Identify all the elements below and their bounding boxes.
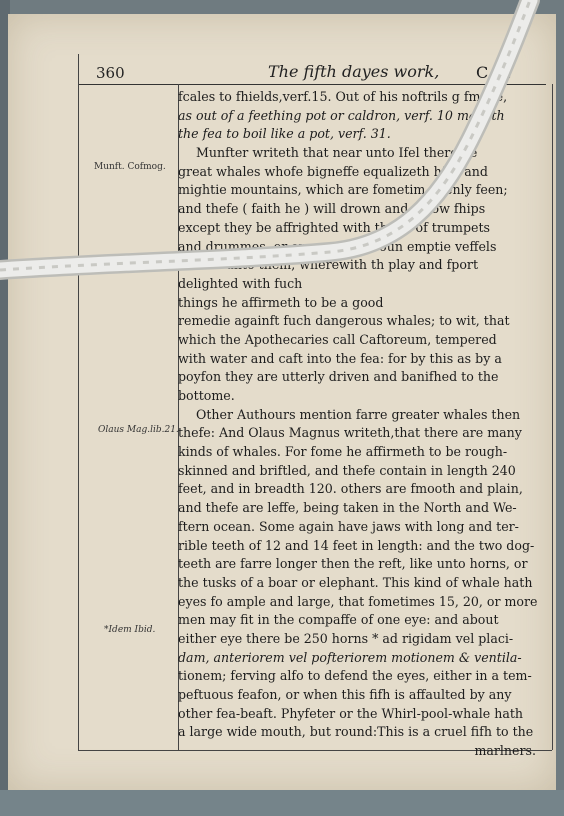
text-line: bottome. bbox=[178, 388, 235, 403]
page-number: 360 bbox=[96, 64, 125, 82]
text-line: dam, anteriorem vel pofteriorem motionem & ventila- bbox=[178, 649, 522, 665]
book-page bbox=[8, 14, 556, 790]
background-bottom-edge bbox=[0, 790, 564, 816]
text-line: feet, and in breadth 120. others are fmooth and plain, bbox=[178, 481, 523, 497]
text-line: peftuous feafon, or when this fifh is affaulted by any bbox=[178, 687, 512, 702]
text-line: except they be affrighted with the fo of trumpets bbox=[178, 219, 490, 235]
text-line: delighted with fuch bbox=[178, 275, 303, 291]
text-line: poyfon they are utterly driven and banifhed to the bbox=[178, 369, 499, 385]
text-line: the fea to boil like a pot, verf. 31. bbox=[178, 126, 391, 142]
text-line: the tusks of a boar or elephant. This kind of whale hath bbox=[178, 574, 533, 590]
margin-note-idem: *Idem Ibid. bbox=[104, 625, 156, 635]
frame-rule-right bbox=[552, 84, 553, 750]
text-line: men may fit in the compaffe of one eye: and about bbox=[178, 612, 499, 628]
chapter-label: C 8. bbox=[476, 63, 513, 82]
text-line: other fea-beaft. Phyfeter or the Whirl-pool-whale hath bbox=[178, 705, 524, 721]
frame-rule-left bbox=[78, 54, 79, 750]
text-line: and drummes, or except fome roun emptie veffels bbox=[178, 238, 497, 254]
text-line: and thefe ( faith he ) will drown and throw fhips bbox=[178, 201, 486, 217]
text-line: ftern ocean. Some again have jaws with long and ter- bbox=[178, 518, 519, 534]
text-line: remedie againft fuch dangerous whales; to wit, that bbox=[178, 313, 510, 329]
text-line: skinned and briftled, and thefe contain in length 240 bbox=[178, 462, 516, 478]
text-line: either eye there be 250 horns * ad rigidam vel placi- bbox=[178, 630, 514, 646]
text-line: thefe: And Olaus Magnus writeth,that there are many bbox=[178, 425, 522, 441]
text-line: great whales whofe bigneffe equalizeth hills and bbox=[178, 163, 488, 179]
text-line: be caft unto them, wherewith th play and fport bbox=[178, 257, 479, 273]
text-line: a large wide mouth, but round:This is a cruel fifh to the bbox=[178, 724, 534, 740]
page-header bbox=[88, 62, 548, 84]
text-line: tionem; ferving alfo to defend the eyes, either in a tem- bbox=[178, 668, 532, 684]
text-line: eyes fo ample and large, that fometimes 15, 20, or more bbox=[178, 593, 538, 609]
text-line: teeth are farre longer then the reft, like unto horns, or bbox=[178, 556, 528, 572]
margin-note-munster: Munft. Cofmog. bbox=[94, 162, 166, 172]
text-line: marlners. bbox=[474, 743, 536, 759]
text-line: Munfter writeth that near unto Ifel there be bbox=[196, 145, 478, 161]
text-line: and thefe are leffe, being taken in the North and We- bbox=[178, 500, 517, 516]
body-text bbox=[178, 88, 548, 761]
text-line: rible teeth of 12 and 14 feet in length: and the two dog- bbox=[178, 537, 535, 553]
text-line: which the Apothecaries call Caftoreum, tempered bbox=[178, 331, 497, 347]
text-line: things he affirmeth to be a good bbox=[178, 294, 384, 310]
text-line: kinds of whales. For fome he affirmeth to be rough- bbox=[178, 444, 508, 460]
text-line: fcales to fhields,verf.15. Out of his noftrils g fmoke, bbox=[178, 89, 508, 104]
frame-rule-top bbox=[78, 84, 546, 85]
text-line: as out of a feething pot or caldron, verf. 10 maketh bbox=[178, 107, 505, 123]
running-head: The fifth dayes work, bbox=[268, 62, 440, 81]
margin-note-olaus: Olaus Mag.lib.21. bbox=[98, 425, 179, 435]
text-line: with water and caft into the fea: for by this as by a bbox=[178, 350, 502, 366]
text-line: mightie mountains, which are fometim openly feen; bbox=[178, 182, 508, 198]
text-line: Other Authours mention farre greater whales then bbox=[196, 406, 521, 422]
